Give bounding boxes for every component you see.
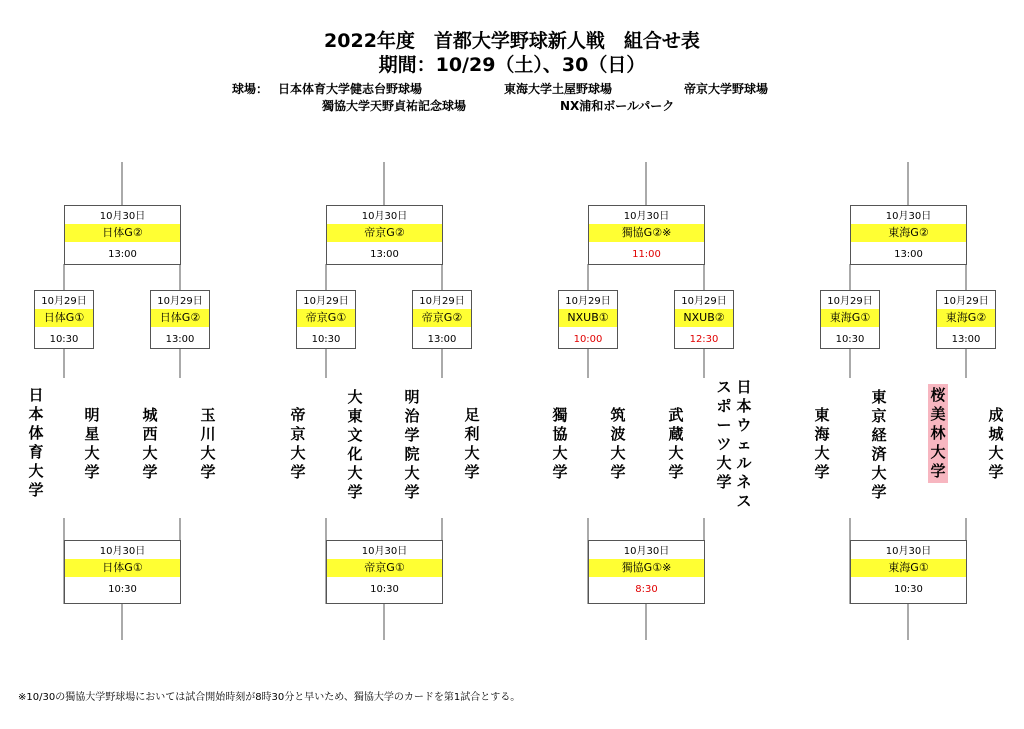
match-time: 10:30 [894, 584, 923, 595]
match-venue: 東海G② [851, 224, 966, 242]
match-time: 8:30 [635, 584, 658, 595]
semi-match-box [558, 290, 618, 349]
match-date: 10月29日 [41, 296, 87, 307]
match-date: 10月30日 [99, 546, 146, 557]
venue-3: 帝京大学野球場 [684, 82, 769, 96]
match-time: 13:00 [427, 334, 457, 345]
team-name: 大東文化大学 [347, 388, 363, 501]
match-time: 10:30 [835, 334, 865, 345]
match-venue: 獨協G②※ [589, 224, 704, 242]
match-date: 10月29日 [827, 296, 873, 307]
semi-match-box [412, 290, 472, 349]
team-name-two-column [714, 378, 754, 511]
match-date: 10月30日 [623, 546, 670, 557]
team-name: 明星大学 [84, 406, 100, 481]
match-venue: 日体G① [35, 309, 93, 327]
match-time: 11:00 [632, 249, 661, 260]
team-name: 筑波大学 [610, 406, 626, 481]
match-date: 10月29日 [303, 296, 349, 307]
match-venue: 獨協G①※ [589, 559, 704, 577]
third-match-box [64, 540, 181, 604]
third-match-box [850, 540, 967, 604]
final-match-box [64, 205, 181, 265]
match-date: 10月30日 [361, 546, 408, 557]
team-name: 東海大学 [814, 406, 830, 481]
match-time: 13:00 [951, 334, 981, 345]
semi-match-box [34, 290, 94, 349]
semi-match-box [674, 290, 734, 349]
match-venue: 日体G① [65, 559, 180, 577]
team-name: 獨協大学 [552, 406, 568, 481]
match-date: 10月29日 [419, 296, 465, 307]
footnote: ※10/30の獨協大学野球場においては試合開始時刻が8時30分と早いため、獨協大学のカードを第1試合とする。 [18, 692, 521, 703]
match-time: 13:00 [894, 249, 923, 260]
third-match-box [588, 540, 705, 604]
match-date: 10月29日 [943, 296, 989, 307]
semi-match-box [150, 290, 210, 349]
match-venue: 帝京G② [413, 309, 471, 327]
venue-4: 獨協大学天野貞祐記念球場 [322, 99, 467, 113]
match-date: 10月30日 [885, 546, 932, 557]
match-date: 10月30日 [623, 211, 670, 222]
third-match-box [326, 540, 443, 604]
match-venue: 帝京G① [297, 309, 355, 327]
match-time: 10:30 [370, 584, 399, 595]
match-date: 10月29日 [157, 296, 203, 307]
final-match-box [326, 205, 443, 265]
match-venue: 日体G② [151, 309, 209, 327]
match-time: 13:00 [108, 249, 137, 260]
semi-match-box [936, 290, 996, 349]
match-time: 10:30 [108, 584, 137, 595]
venue-5: NX浦和ボールパーク [560, 99, 675, 113]
semi-match-box [296, 290, 356, 349]
match-venue: 帝京G② [327, 224, 442, 242]
team-name: 成城大学 [988, 406, 1004, 481]
match-time: 10:30 [49, 334, 79, 345]
period-text: 期間：10/29（土）、30（日） [378, 54, 646, 76]
venue-label: 球場： [232, 82, 269, 96]
match-venue: 帝京G① [327, 559, 442, 577]
team-name: 武蔵大学 [668, 406, 684, 481]
match-date: 10月29日 [565, 296, 611, 307]
match-venue: 東海G① [821, 309, 879, 327]
venue-2: 東海大学土屋野球場 [504, 82, 613, 96]
match-date: 10月29日 [681, 296, 727, 307]
match-venue: NXUB① [559, 309, 617, 327]
match-time: 10:00 [573, 334, 603, 345]
semi-match-box [820, 290, 880, 349]
team-name-highlighted: 桜美林大学 [928, 384, 948, 483]
final-match-box [588, 205, 705, 265]
team-name-col: スポーツ大学 [716, 378, 732, 491]
team-name: 帝京大学 [290, 406, 306, 481]
team-name: 明治学院大学 [404, 388, 420, 501]
team-name: 東京経済大学 [871, 388, 887, 501]
match-date: 10月30日 [361, 211, 408, 222]
final-match-box [850, 205, 967, 265]
venue-1: 日本体育大学健志台野球場 [278, 82, 423, 96]
team-name: 玉川大学 [200, 406, 216, 481]
match-date: 10月30日 [99, 211, 146, 222]
team-name: 日本体育大学 [28, 386, 44, 499]
match-venue: NXUB② [675, 309, 733, 327]
match-venue: 日体G② [65, 224, 180, 242]
match-time: 13:00 [370, 249, 399, 260]
team-name: 足利大学 [464, 406, 480, 481]
page-title: 2022年度 首都大学野球新人戦 組合せ表 [324, 30, 700, 52]
match-venue: 東海G① [851, 559, 966, 577]
team-name-col: 日本ウェルネス [736, 378, 752, 510]
match-time: 13:00 [165, 334, 195, 345]
team-name: 城西大学 [142, 406, 158, 481]
match-time: 12:30 [689, 334, 719, 345]
match-time: 10:30 [311, 334, 341, 345]
match-date: 10月30日 [885, 211, 932, 222]
match-venue: 東海G② [937, 309, 995, 327]
